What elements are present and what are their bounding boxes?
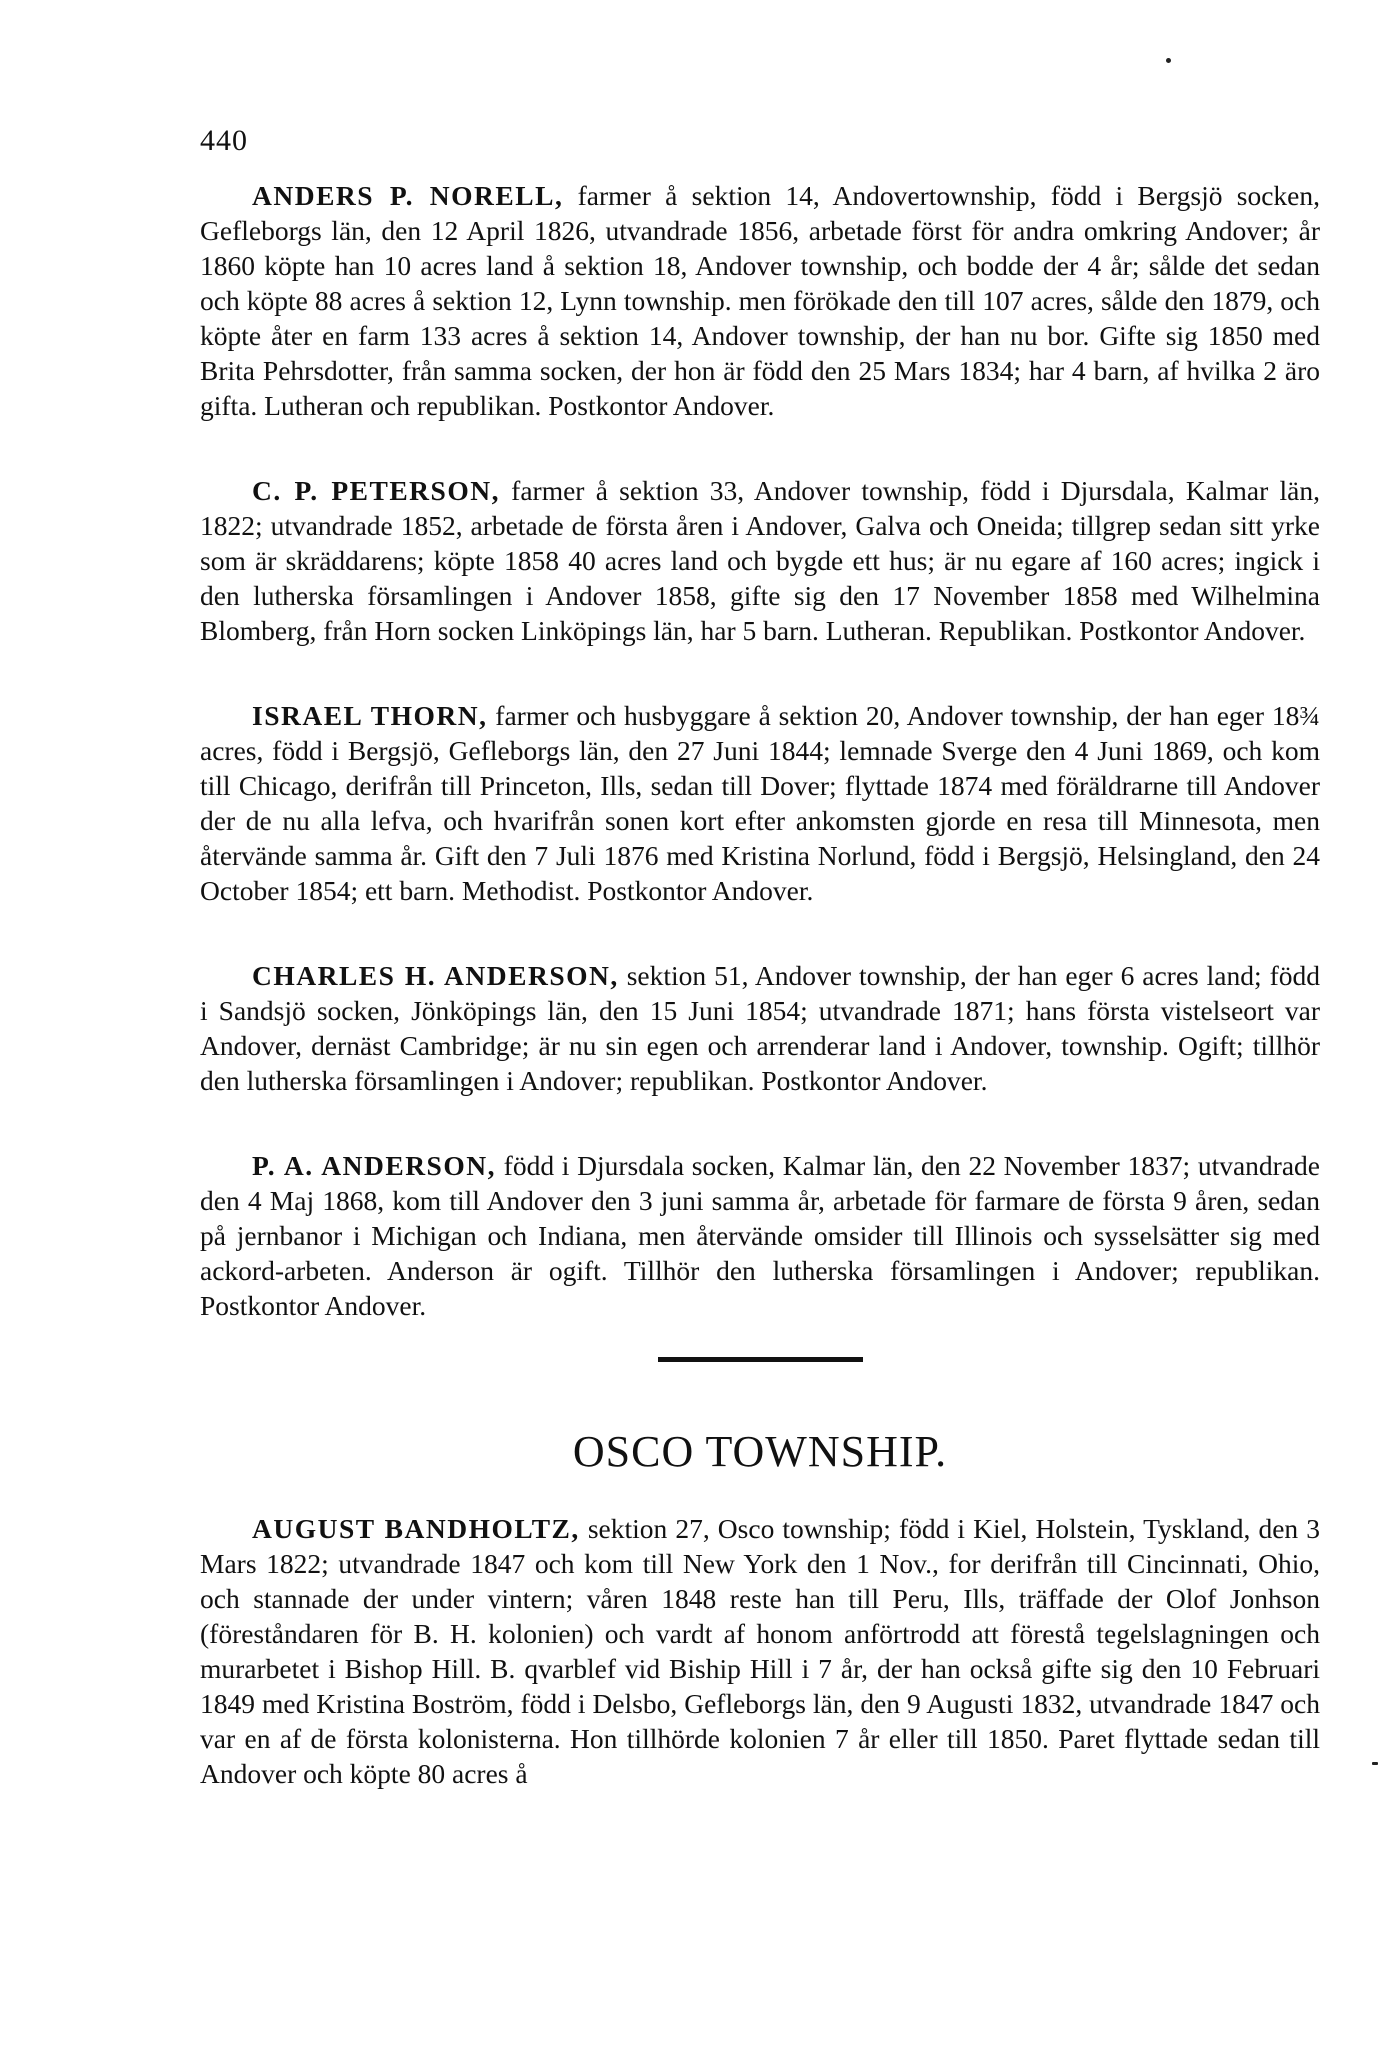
- stray-dot-margin: [1372, 1762, 1378, 1765]
- entry-name: CHARLES H. ANDERSON,: [252, 960, 619, 991]
- entry-text: sektion 51, Andover township, der han eger 6 acres land; född i Sandsjö socken, Jönköpings län, den 15 Juni 1854; utvandrade 1871; hans första vistelseort var Andover, dernäst Cambridge; är nu sin egen och arrenderar land i Andover, township. Ogift; tillhör den lutherska församlingen i Andover; republikan. Postkontor Andover.: [200, 960, 1320, 1096]
- entry-p-a-anderson: [200, 1148, 1320, 1323]
- page-number: 440: [200, 124, 248, 157]
- entry-text: sektion 27, Osco township; född i Kiel, Holstein, Tyskland, den 3 Mars 1822; utvandrade 1847 och kom till New York den 1 Nov., for derifrån till Cincinnati, Ohio, och stannade der under vintern; våren 1848 reste han till Peru, Ills, träffade der Olof Jonhson (föreståndaren för B. H. kolonien) och vardt af honom anförtrodd att förestå tegelslagningen och murarbetet i Bishop Hill. B. qvarblef vid Biship Hill i 7 år, der han också gifte sig den 10 Februari 1849 med Kristina Boström, född i Delsbo, Gefleborgs län, den 9 Augusti 1832, utvandrade 1847 och var en af de första kolonisterna. Hon tillhörde kolonien 7 år eller till 1850. Paret flyttade sedan till Andover och köpte 80 acres å: [200, 1513, 1320, 1789]
- entry-name: C. P. PETERSON,: [252, 475, 500, 506]
- entry-c-p-peterson: [200, 473, 1320, 648]
- entry-israel-thorn: [200, 698, 1320, 908]
- section-title: OSCO TOWNSHIP.: [572, 1427, 948, 1476]
- entry-name: AUGUST BANDHOLTZ,: [252, 1513, 580, 1544]
- entry-text: farmer å sektion 33, Andover township, född i Djursdala, Kalmar län, 1822; utvandrade 1852, arbetade de första åren i Andover, Galva och Oneida; tillgrep sedan sitt yrke som är skräddarens; köpte 1858 40 acres land och bygde ett hus; är nu egare af 160 acres; ingick i den lutherska församlingen i Andover 1858, gifte sig den 17 November 1858 med Wilhelmina Blomberg, från Horn socken Linköpings län, har 5 barn. Lutheran. Republikan. Postkontor Andover.: [200, 475, 1320, 646]
- section-divider: [658, 1357, 863, 1362]
- entries-list: [200, 178, 1320, 1791]
- entry-text: född i Djursdala socken, Kalmar län, den 22 November 1837; utvandrade den 4 Maj 1868, kom till Andover den 3 juni samma år, arbetade för farmare de första 9 åren, sedan på jernbanor i Michigan och Indiana, men återvände omsider till Illinois och sysselsätter sig med ackord-arbeten. Anderson är ogift. Tillhör den lutherska församlingen i Andover; republikan. Postkontor Andover.: [200, 1150, 1320, 1321]
- entry-charles-h-anderson: [200, 958, 1320, 1098]
- entry-text: farmer å sektion 14, Andovertownship, född i Bergsjö socken, Gefleborgs län, den 12 April 1826, utvandrade 1856, arbetade först för andra omkring Andover; år 1860 köpte han 10 acres land å sektion 18, Andover township, och bodde der 4 år; sålde det sedan och köpte 88 acres å sektion 12, Lynn township. men förökade den till 107 acres, sålde den 1879, och köpte åter en farm 133 acres å sektion 14, Andover township, der han nu bor. Gifte sig 1850 med Brita Pehrsdotter, från samma socken, der hon är född den 25 Mars 1834; har 4 barn, af hvilka 2 äro gifta. Lutheran och republikan. Postkontor Andover.: [200, 180, 1320, 421]
- entry-august-bandholtz: [200, 1511, 1320, 1791]
- entry-name: P. A. ANDERSON,: [252, 1150, 496, 1181]
- entry-name: ANDERS P. NORELL,: [252, 180, 564, 211]
- entry-text: farmer och husbyggare å sektion 20, Andover township, der han eger 18¾ acres, född i Bergsjö, Gefleborgs län, den 27 Juni 1844; lemnade Sverge den 4 Juni 1869, och kom till Chicago, derifrån till Princeton, Ills, sedan till Dover; flyttade 1874 med föräldrarne till Andover der de nu alla lefva, och hvarifrån sonen kort efter ankomsten gjorde en resa till Minnesota, men återvände samma år. Gift den 7 Juli 1876 med Kristina Norlund, född i Bergsjö, Helsingland, den 24 October 1854; ett barn. Methodist. Postkontor Andover.: [200, 700, 1320, 906]
- book-page: [200, 0, 1320, 2067]
- entry-anders-p-norell: [200, 178, 1320, 423]
- entry-name: ISRAEL THORN,: [252, 700, 488, 731]
